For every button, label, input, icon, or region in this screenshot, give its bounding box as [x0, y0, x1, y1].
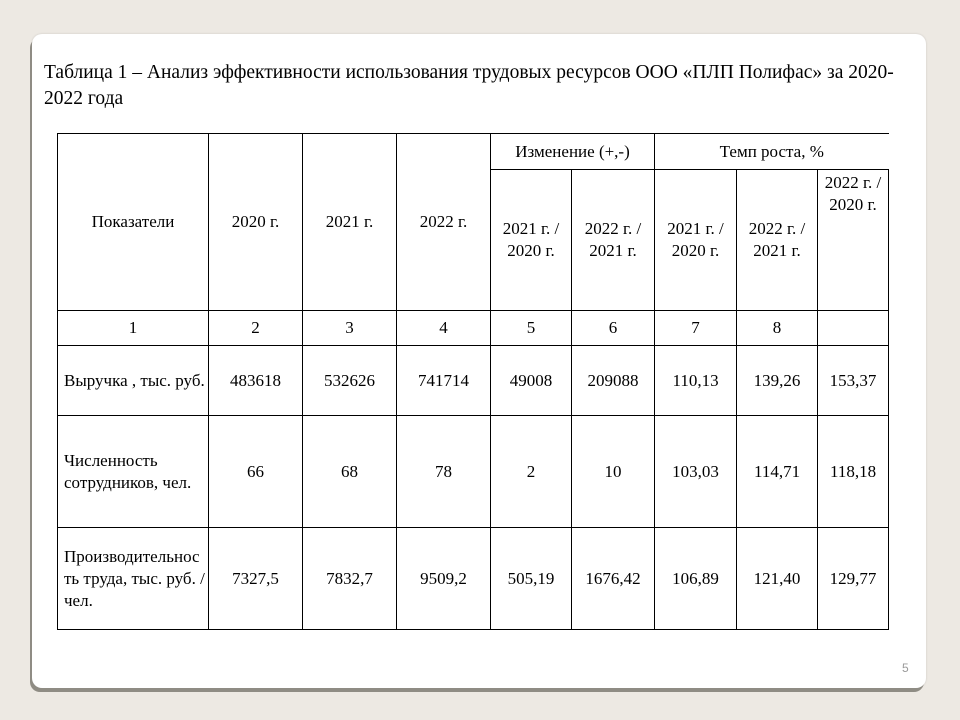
row-label: Выручка , тыс. руб.	[58, 346, 209, 416]
page-number: 5	[902, 661, 909, 675]
number-cell: 5	[491, 311, 572, 346]
table-cell: 153,37	[818, 346, 889, 416]
table-cell: 1676,42	[572, 528, 655, 630]
table-cell: 110,13	[655, 346, 737, 416]
header-growth-2021-2020	[655, 170, 737, 311]
table-cell: 7832,7	[303, 528, 397, 630]
row-label: Численность сотрудников, чел.	[58, 416, 209, 528]
header-change-group: Изменение (+,-)	[491, 134, 655, 170]
numbering-row	[58, 311, 889, 346]
number-cell: 7	[655, 311, 737, 346]
table-cell: 129,77	[818, 528, 889, 630]
header-indicators: Показатели	[58, 134, 209, 311]
table-cell: 114,71	[737, 416, 818, 528]
table-cell: 2	[491, 416, 572, 528]
table-title: Таблица 1 – Анализ эффективности использования трудовых ресурсов ООО «ПЛП Полифас» за 2020-2022 года	[44, 62, 894, 109]
table-cell: 103,03	[655, 416, 737, 528]
table-cell: 7327,5	[209, 528, 303, 630]
table-cell: 121,40	[737, 528, 818, 630]
row-label: Производительность труда, тыс. руб. / чел.	[58, 528, 209, 630]
number-cell: 2	[209, 311, 303, 346]
header-growth-2022-2020	[818, 170, 889, 311]
table-cell: 118,18	[818, 416, 889, 528]
table-cell: 106,89	[655, 528, 737, 630]
header-growth-2022-2021-text: 2022 г. / 2021 г.	[748, 219, 806, 260]
number-cell: 4	[397, 311, 491, 346]
number-cell: 1	[58, 311, 209, 346]
efficiency-table	[57, 133, 889, 630]
table-cell: 10	[572, 416, 655, 528]
table-cell: 209088	[572, 346, 655, 416]
number-cell: 6	[572, 311, 655, 346]
table-cell: 741714	[397, 346, 491, 416]
table-cell: 483618	[209, 346, 303, 416]
table-row-headcount	[58, 416, 889, 528]
header-change-2022-2021-text: 2022 г. / 2021 г.	[584, 219, 642, 260]
table-cell: 9509,2	[397, 528, 491, 630]
table-cell: 49008	[491, 346, 572, 416]
header-row-1	[58, 134, 889, 170]
number-cell	[818, 311, 889, 346]
number-cell: 8	[737, 311, 818, 346]
header-2021: 2021 г.	[303, 134, 397, 311]
header-change-2021-2020	[491, 170, 572, 311]
header-growth-2022-2021	[737, 170, 818, 311]
table-row-productivity	[58, 528, 889, 630]
table-cell: 532626	[303, 346, 397, 416]
header-change-2021-2020-text: 2021 г. / 2020 г.	[502, 219, 560, 260]
header-change-2022-2021	[572, 170, 655, 311]
table-cell: 78	[397, 416, 491, 528]
table-cell: 68	[303, 416, 397, 528]
table-row-revenue	[58, 346, 889, 416]
header-2020: 2020 г.	[209, 134, 303, 311]
table-cell: 139,26	[737, 346, 818, 416]
header-growth-2021-2020-text: 2021 г. / 2020 г.	[667, 219, 724, 260]
header-2022: 2022 г.	[397, 134, 491, 311]
header-growth-group: Темп роста, %	[655, 134, 889, 170]
table-cell: 505,19	[491, 528, 572, 630]
table-cell: 66	[209, 416, 303, 528]
header-growth-2022-2020-text: 2022 г. / 2020 г.	[824, 173, 882, 214]
number-cell: 3	[303, 311, 397, 346]
